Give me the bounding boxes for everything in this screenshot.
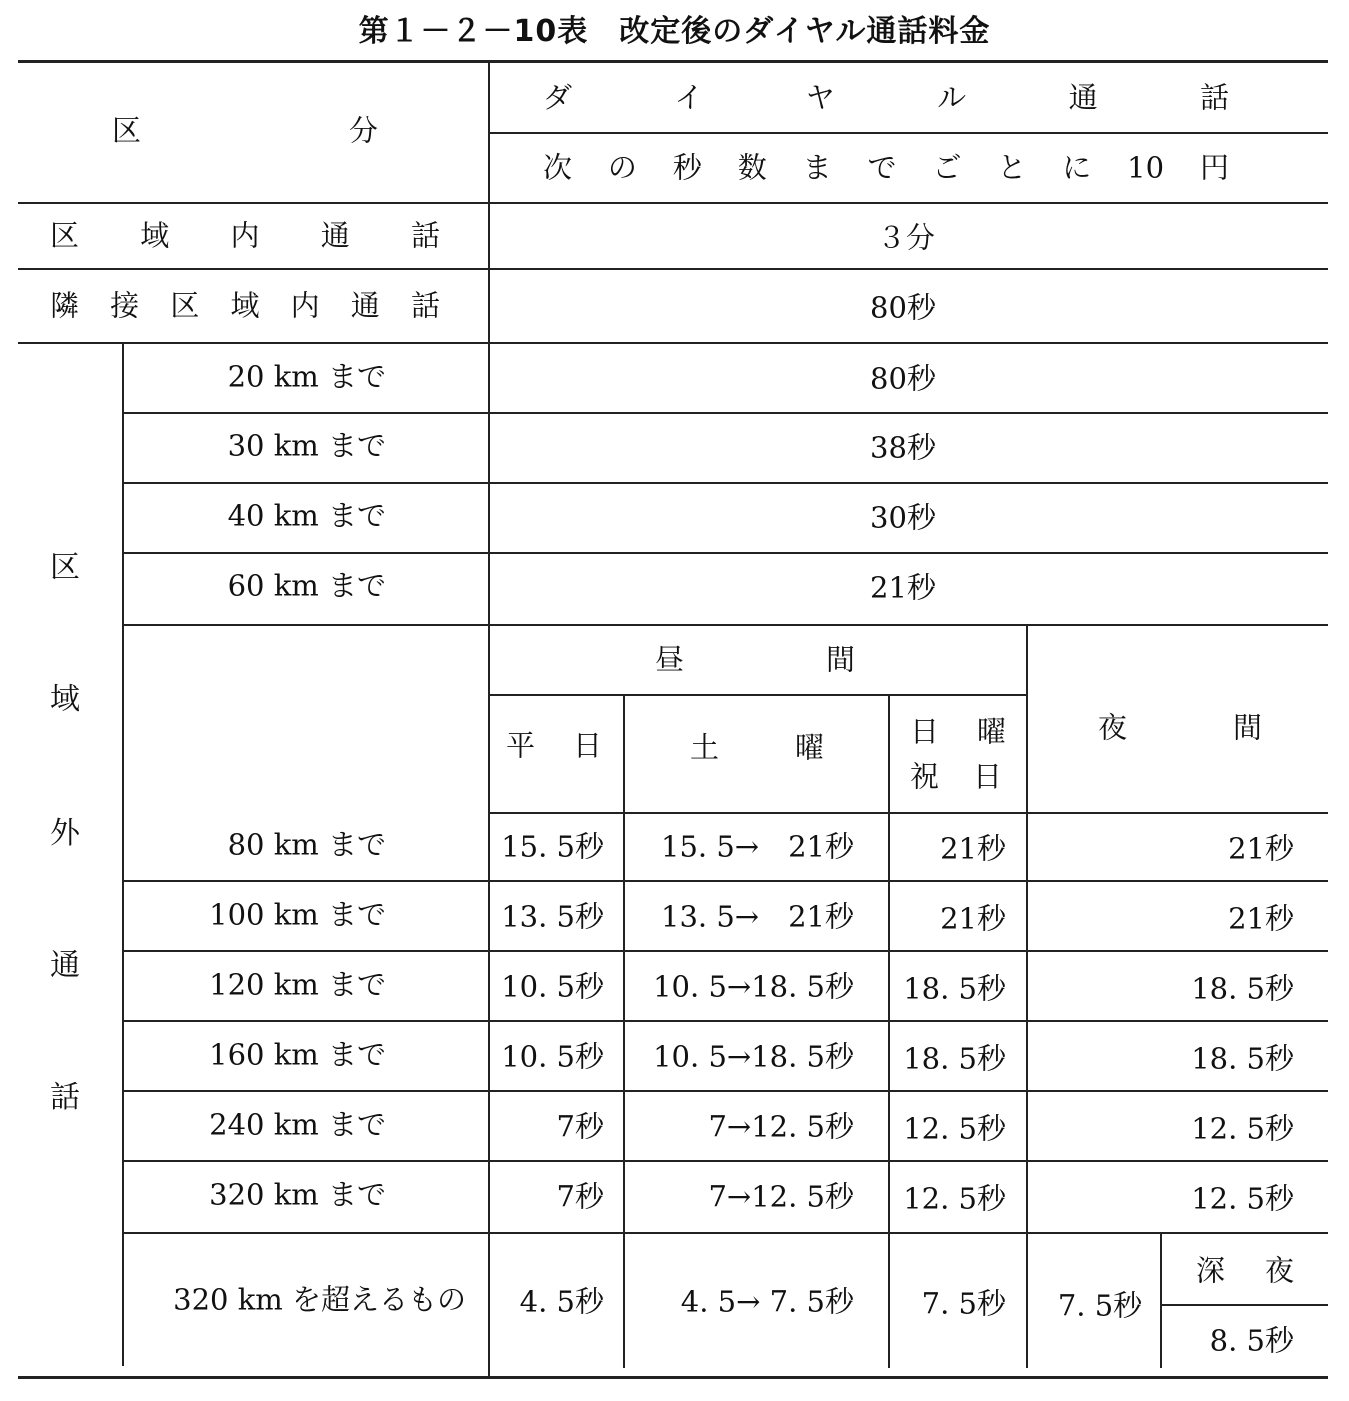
night-value: 21秒 — [1228, 831, 1294, 866]
outside-call-label-char: 話 — [50, 1080, 80, 1115]
distance-label: 20 km まで — [227, 359, 386, 394]
rate-value: 38秒 — [870, 430, 936, 465]
weekday-value: 4. 5秒 — [519, 1284, 604, 1319]
rule-160km — [124, 1090, 1328, 1092]
weekday-value: 10. 5秒 — [501, 969, 604, 1004]
vrule-outside — [122, 342, 124, 1366]
outside-call-label-char: 区 — [50, 550, 80, 585]
rule-late-night-split — [1162, 1304, 1328, 1306]
sunday-value: 21秒 — [940, 831, 1006, 866]
sunday-value: 12. 5秒 — [903, 1181, 1006, 1216]
distance-label: 60 km まで — [227, 568, 386, 603]
saturday-value: 4. 5→ 7. 5秒 — [680, 1284, 854, 1319]
late-night-value: 8. 5秒 — [1209, 1323, 1294, 1358]
saturday-header: 土 曜 — [690, 730, 824, 765]
distance-label: 120 km まで — [209, 967, 386, 1002]
sunday-value: 21秒 — [940, 901, 1006, 936]
saturday-value: 10. 5→18. 5秒 — [653, 1039, 854, 1074]
outside-call-label-char: 外 — [50, 816, 80, 851]
rule-40km — [124, 552, 1328, 554]
distance-label: 100 km まで — [209, 897, 386, 932]
saturday-value: 13. 5→ 21秒 — [661, 899, 854, 934]
saturday-value: 7→12. 5秒 — [708, 1179, 854, 1214]
vrule-main — [488, 62, 490, 1376]
distance-label: 40 km まで — [227, 498, 386, 533]
vrule-saturday — [888, 694, 890, 1368]
rule-subheader-bottom — [490, 812, 1328, 814]
rule-320km — [124, 1232, 1328, 1234]
distance-label: 320 km を超えるもの — [173, 1282, 466, 1317]
rate-value: 21秒 — [870, 570, 936, 605]
weekday-value: 15. 5秒 — [501, 829, 604, 864]
weekday-value: 7秒 — [556, 1179, 604, 1214]
vrule-night — [1026, 624, 1028, 1368]
night-value: 21秒 — [1228, 901, 1294, 936]
sunday-value: 7. 5秒 — [921, 1286, 1006, 1321]
late-night-label: 深 夜 — [1196, 1253, 1294, 1288]
rule-adjacent-bottom — [18, 342, 1328, 344]
outside-call-label-char: 通 — [50, 948, 80, 983]
night-value: 18. 5秒 — [1191, 971, 1294, 1006]
rule-bottom — [18, 1376, 1328, 1379]
saturday-value: 10. 5→18. 5秒 — [653, 969, 854, 1004]
night-value: 7. 5秒 — [1057, 1288, 1143, 1323]
rule-header-bottom — [18, 202, 1328, 204]
header-dial-call: ダ イ ヤ ル 通 話 — [543, 80, 1229, 115]
local-call-value: ３分 — [876, 220, 936, 255]
sunday-value: 12. 5秒 — [903, 1111, 1006, 1146]
weekday-value: 7秒 — [556, 1109, 604, 1144]
rule-daytime-bottom — [490, 694, 1026, 696]
rule-20km — [124, 412, 1328, 414]
rule-100km — [124, 950, 1328, 952]
adjacent-call-label: 隣 接 区 域 内 通 話 — [50, 288, 440, 323]
rule-80km — [124, 880, 1328, 882]
distance-label: 30 km まで — [227, 428, 386, 463]
sunday-header-line2: 祝 日 — [910, 759, 1002, 794]
rule-top — [18, 60, 1328, 63]
night-header: 夜 間 — [1098, 710, 1262, 745]
weekday-value: 10. 5秒 — [501, 1039, 604, 1074]
sunday-header-line1: 日 曜 — [910, 714, 1006, 749]
rule-60km — [124, 624, 1328, 626]
rule-240km — [124, 1160, 1328, 1162]
distance-label: 160 km まで — [209, 1037, 386, 1072]
sunday-value: 18. 5秒 — [903, 1041, 1006, 1076]
rule-header-mid — [490, 132, 1328, 134]
night-value: 12. 5秒 — [1191, 1181, 1294, 1216]
distance-label: 320 km まで — [209, 1177, 386, 1212]
rule-30km — [124, 482, 1328, 484]
weekday-header: 平 日 — [506, 728, 602, 763]
night-value: 12. 5秒 — [1191, 1111, 1294, 1146]
night-value: 18. 5秒 — [1191, 1041, 1294, 1076]
rule-120km — [124, 1020, 1328, 1022]
header-category: 区 分 — [112, 113, 378, 148]
saturday-value: 15. 5→ 21秒 — [661, 829, 854, 864]
rule-local-bottom — [18, 268, 1328, 270]
weekday-value: 13. 5秒 — [501, 899, 604, 934]
header-per-seconds: 次 の 秒 数 ま で ご と に 10 円 — [543, 150, 1229, 185]
vrule-weekday — [623, 694, 625, 1368]
sunday-value: 18. 5秒 — [903, 971, 1006, 1006]
distance-label: 80 km まで — [227, 827, 386, 862]
outside-call-label-char: 域 — [50, 682, 80, 717]
daytime-header: 昼 間 — [655, 642, 855, 677]
distance-label: 240 km まで — [209, 1107, 386, 1142]
saturday-value: 7→12. 5秒 — [708, 1109, 854, 1144]
adjacent-call-value: 80秒 — [870, 290, 936, 325]
table-title: 第１－２－10表 改定後のダイヤル通話料金 — [358, 14, 991, 49]
vrule-late-night — [1160, 1232, 1162, 1368]
rate-value: 30秒 — [870, 500, 936, 535]
local-call-label: 区 域 内 通 話 — [50, 218, 440, 253]
rate-value: 80秒 — [870, 361, 936, 396]
